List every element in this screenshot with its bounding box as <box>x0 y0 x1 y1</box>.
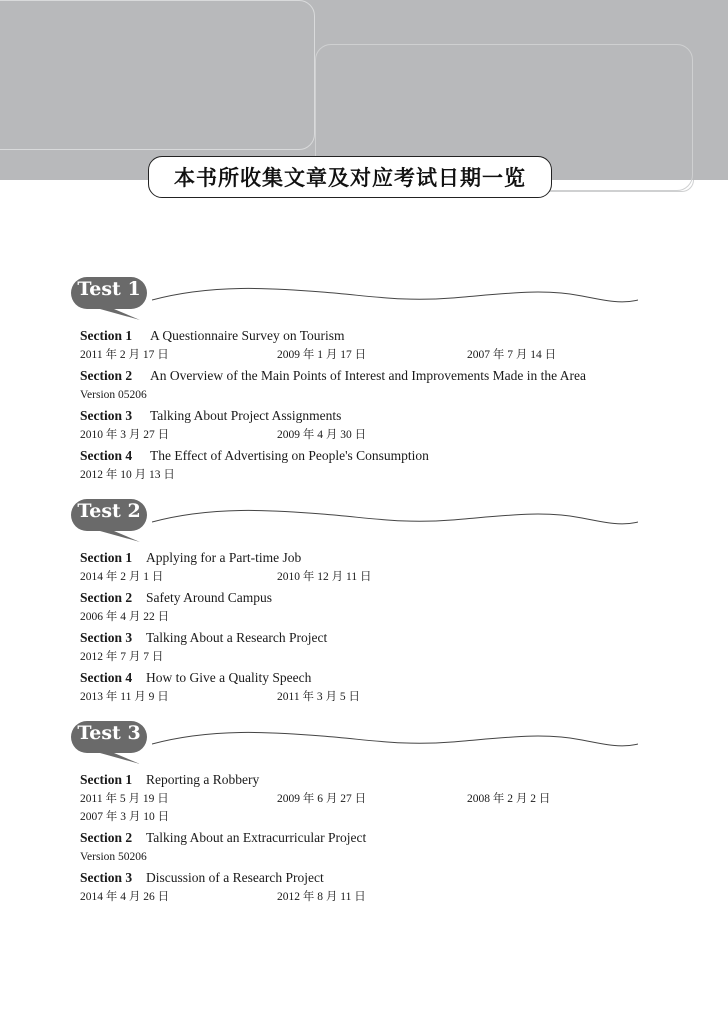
section-topic: Talking About a Research Project <box>146 630 328 645</box>
exam-date: 2014 年 2 月 1 日 <box>80 571 164 583</box>
section-number: Section 4 <box>80 670 133 685</box>
section-topic: A Questionnaire Survey on Tourism <box>150 328 345 343</box>
exam-date: 2011 年 3 月 5 日 <box>277 691 360 703</box>
section-number: Section 3 <box>80 870 133 885</box>
section-item <box>80 770 650 826</box>
section-topic: An Overview of the Main Points of Interest and Improvements Made in the Area <box>150 368 587 383</box>
section-item <box>80 366 650 404</box>
section-topic: How to Give a Quality Speech <box>146 670 312 685</box>
test-label: Test 3 <box>77 722 141 744</box>
section-topic: Applying for a Part-time Job <box>146 550 302 565</box>
exam-date: 2009 年 1 月 17 日 <box>277 349 367 361</box>
section-list <box>80 548 650 706</box>
test-block-2 <box>70 498 650 708</box>
wave-divider <box>152 502 638 532</box>
exam-date: 2012 年 7 月 7 日 <box>80 651 164 663</box>
section-item <box>80 828 650 866</box>
section-number: Section 2 <box>80 830 133 845</box>
exam-date: 2009 年 6 月 27 日 <box>277 793 367 805</box>
exam-date: 2009 年 4 月 30 日 <box>277 429 367 441</box>
exam-dates <box>80 808 650 826</box>
exam-dates <box>80 648 650 666</box>
section-number: Section 3 <box>80 630 133 645</box>
test-block-3 <box>70 720 650 908</box>
wave-divider <box>152 724 638 754</box>
section-number: Section 4 <box>80 448 133 463</box>
exam-date: 2010 年 12 月 11 日 <box>277 571 372 583</box>
exam-date: 2011 年 2 月 17 日 <box>80 349 169 361</box>
section-topic: Talking About an Extracurricular Project <box>146 830 367 845</box>
section-item <box>80 406 650 444</box>
exam-date: 2013 年 11 月 9 日 <box>80 691 169 703</box>
exam-dates <box>80 790 650 808</box>
section-number: Section 1 <box>80 550 133 565</box>
test-heading <box>70 276 650 326</box>
section-item <box>80 668 650 706</box>
test-badge <box>70 276 148 310</box>
section-item <box>80 446 650 484</box>
exam-date: 2012 年 10 月 13 日 <box>80 469 175 481</box>
exam-dates <box>80 426 650 444</box>
exam-date: 2010 年 3 月 27 日 <box>80 429 170 441</box>
exam-date: 2007 年 3 月 10 日 <box>80 811 170 823</box>
exam-dates <box>80 688 650 706</box>
page-title-box <box>148 156 552 198</box>
section-item <box>80 326 650 364</box>
section-topic: Reporting a Robbery <box>146 772 260 787</box>
test-heading <box>70 720 650 770</box>
exam-version: Version 05206 <box>80 389 147 401</box>
section-topic: Discussion of a Research Project <box>146 870 324 885</box>
section-item <box>80 868 650 906</box>
exam-date: 2012 年 8 月 11 日 <box>277 891 366 903</box>
section-topic: Safety Around Campus <box>146 590 272 605</box>
section-item <box>80 588 650 626</box>
test-badge <box>70 720 148 754</box>
section-item <box>80 628 650 666</box>
test-label: Test 2 <box>77 500 141 522</box>
test-label: Test 1 <box>77 278 141 300</box>
exam-date: 2014 年 4 月 26 日 <box>80 891 170 903</box>
exam-dates <box>80 888 650 906</box>
exam-date: 2006 年 4 月 22 日 <box>80 611 170 623</box>
section-number: Section 2 <box>80 368 133 383</box>
exam-date: 2007 年 7 月 14 日 <box>467 349 557 361</box>
section-number: Section 1 <box>80 328 133 343</box>
section-topic: Talking About Project Assignments <box>150 408 342 423</box>
wave-divider <box>152 280 638 310</box>
test-block-1 <box>70 276 650 486</box>
exam-date: 2008 年 2 月 2 日 <box>467 793 551 805</box>
section-number: Section 1 <box>80 772 133 787</box>
page-title: 本书所收集文章及对应考试日期一览 <box>174 166 526 190</box>
test-heading <box>70 498 650 548</box>
section-item <box>80 548 650 586</box>
section-number: Section 2 <box>80 590 133 605</box>
section-number: Section 3 <box>80 408 133 423</box>
header-decoration <box>0 0 315 150</box>
test-badge <box>70 498 148 532</box>
section-topic: The Effect of Advertising on People's Consumption <box>150 448 429 463</box>
exam-dates <box>80 608 650 626</box>
section-list <box>80 770 650 906</box>
exam-date: 2011 年 5 月 19 日 <box>80 793 169 805</box>
exam-version: Version 50206 <box>80 851 147 863</box>
section-list <box>80 326 650 484</box>
exam-dates <box>80 568 650 586</box>
exam-dates <box>80 466 650 484</box>
exam-dates <box>80 346 650 364</box>
